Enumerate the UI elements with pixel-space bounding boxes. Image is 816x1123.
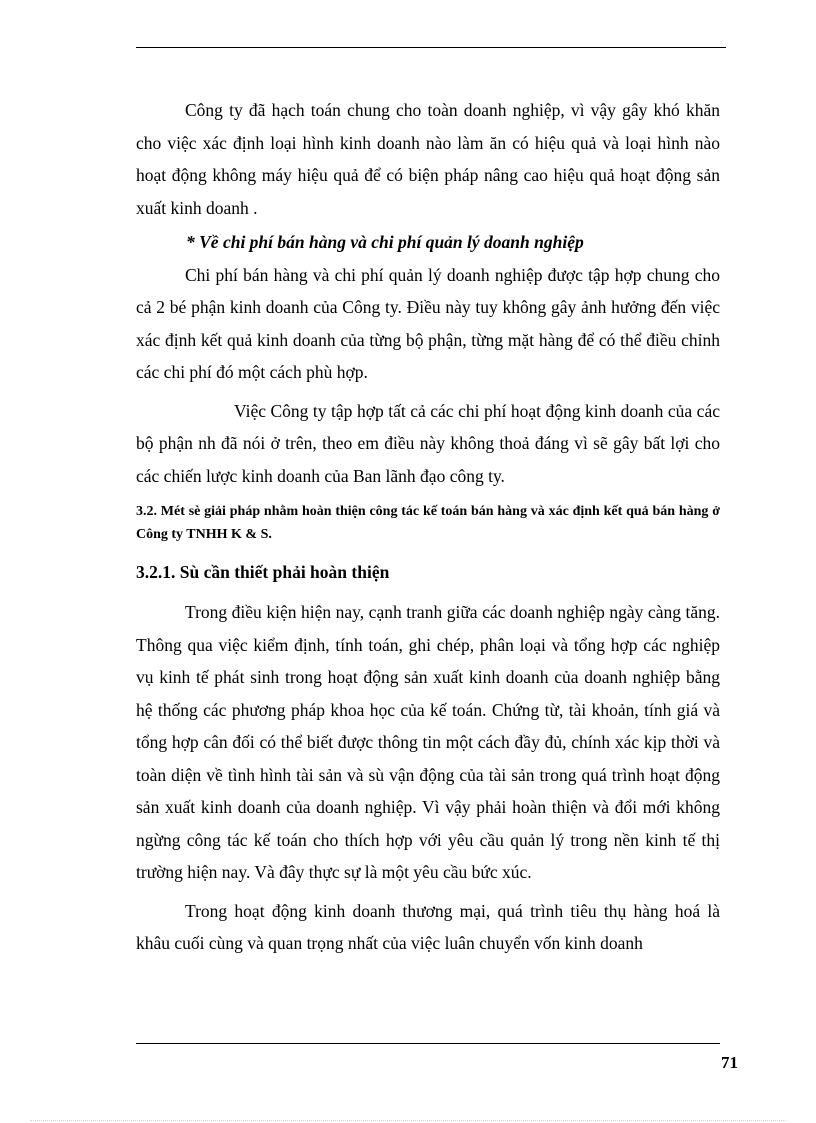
page-bottom-border bbox=[30, 1120, 786, 1121]
section-3-2-title: 3.2. Mét sè giải pháp nhằm hoàn thiện công tác kế toán bán hàng và xác định kết quả bán hàng ở Công ty TNHH K & S. bbox=[136, 504, 720, 542]
page-body bbox=[136, 94, 720, 960]
footer-rule bbox=[136, 1043, 720, 1044]
paragraph-accounting-general: Công ty đã hạch toán chung cho toàn doanh nghiệp, vì vậy gây khó khăn cho việc xác định loại hình kinh doanh nào làm ăn có hiệu quả và loại hình nào hoạt động không máy hiệu quả để có biện pháp nâng cao hiệu quả hoạt động sản xuất kinh doanh . bbox=[136, 100, 720, 218]
paragraph-competition: Trong điều kiện hiện nay, cạnh tranh giữa các doanh nghiệp ngày càng tăng. Thông qua việc kiểm định, tính toán, ghi chép, phân loại và tổng hợp các nghiệp vụ kinh tế phát sinh trong hoạt động sản xuất kinh doanh của doanh nghiệp bằng hệ thống các phương pháp khoa học của kế toán. Chứng từ, tài khoản, tính giá và tổng hợp cân đối có thể biết được thông tin một cách đầy đủ, chính xác kịp thời và toàn diện về tình hình tài sản và sù vận động của tài sản trong quá trình hoạt động sản xuất kinh doanh của doanh nghiệp. Vì vậy phải hoàn thiện và đổi mới không ngừng công tác kế toán cho thích hợp với yêu cầu quản lý trong nền kinh tế thị trường hiện nay. Và đây thực sự là một yêu cầu bức xúc. bbox=[136, 602, 720, 882]
paragraph-cost-collection: Việc Công ty tập hợp tất cả các chi phí hoạt động kinh doanh của các bộ phận nh đã nói ở trên, theo em điều này không thoả đáng vì sẽ gây bất lợi cho các chiến lược kinh doanh của Ban lãnh đạo công ty. bbox=[136, 400, 720, 486]
subheading-selling-admin-costs: * Về chi phí bán hàng và chi phí quản lý doanh nghiệp bbox=[186, 232, 584, 252]
page-number: 71 bbox=[721, 1053, 738, 1072]
section-3-2-1-title: 3.2.1. Sù cần thiết phải hoàn thiện bbox=[136, 562, 390, 582]
paragraph-trade-consumption: Trong hoạt động kinh doanh thương mại, quá trình tiêu thụ hàng hoá là khâu cuối cùng và quan trọng nhất của việc luân chuyển vốn kinh doanh bbox=[136, 900, 720, 953]
header-rule bbox=[136, 47, 726, 48]
paragraph-cost-pooling: Chi phí bán hàng và chi phí quản lý doanh nghiệp được tập hợp chung cho cả 2 bé phận kinh doanh của Công ty. Điều này tuy không gây ảnh hưởng đến việc xác định kết quả kinh doanh của từng bộ phận, từng mặt hàng để có thể điều chỉnh các chi phí đó một cách phù hợp. bbox=[136, 264, 720, 382]
